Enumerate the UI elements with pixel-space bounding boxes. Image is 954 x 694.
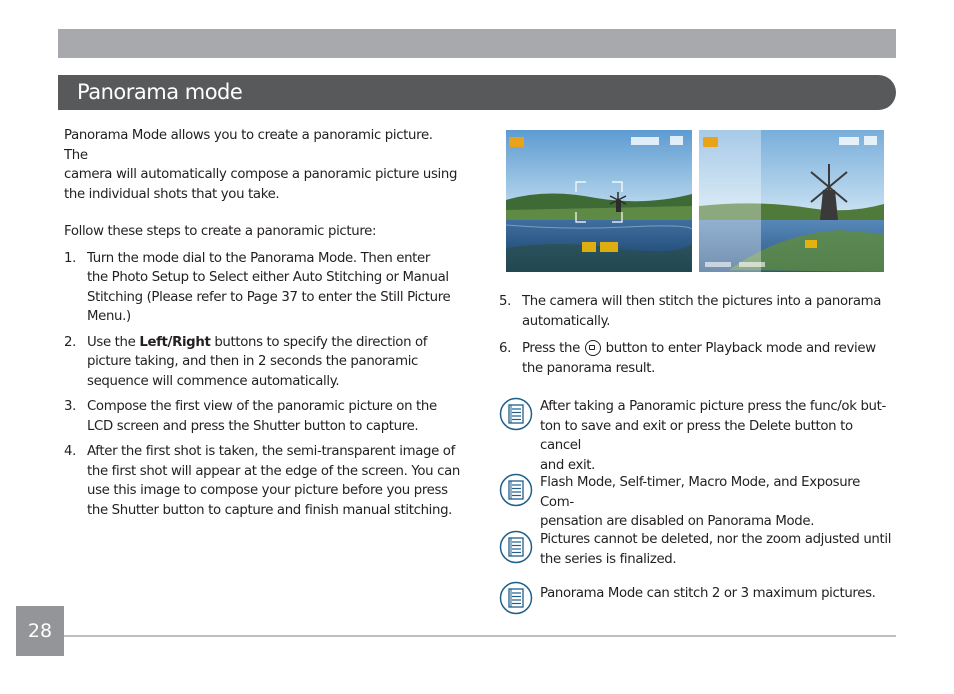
note-delete-zoom bbox=[499, 530, 895, 569]
note-icon bbox=[499, 473, 533, 507]
playback-button-icon bbox=[585, 340, 601, 356]
step-item: 5. The camera will then stitch the pictures into a panorama automatically. bbox=[499, 294, 882, 329]
page-number: 28 bbox=[16, 606, 64, 656]
note-save-exit bbox=[499, 397, 895, 475]
header-band bbox=[58, 29, 896, 58]
lcd-second-shot-illustration bbox=[699, 130, 884, 272]
note-max-pictures bbox=[499, 584, 895, 604]
footer-rule bbox=[64, 635, 896, 637]
right-steps bbox=[499, 292, 894, 378]
left-column bbox=[64, 126, 460, 520]
note-text: Panorama Mode can stitch 2 or 3 maximum pictures. bbox=[540, 586, 876, 601]
note-text: After taking a Panoramic picture press the func/ok but- ton to save and exit or press the Delete button to cancel and exit. bbox=[540, 399, 886, 473]
intro-paragraph: Panorama Mode allows you to create a panoramic picture. The camera will automatically compose a panoramic picture using the individual shots that you take. bbox=[64, 128, 458, 202]
step-item: 1. Turn the mode dial to the Panorama Mode. Then enter the Photo Setup to Select either Auto Stitching or Manual Stitching (Please refer to Page 37 to enter the Still Picture Menu.) bbox=[64, 250, 451, 324]
note-text: Pictures cannot be deleted, nor the zoom adjusted until the series is finalized. bbox=[540, 532, 892, 567]
note-disabled-modes bbox=[499, 473, 895, 532]
note-icon bbox=[499, 530, 533, 564]
note-text: Flash Mode, Self-timer, Macro Mode, and Exposure Com- pensation are disabled on Panorama Mode. bbox=[540, 475, 860, 529]
step-item: 6. Press the button to enter Playback mode and review the panorama result. bbox=[499, 341, 876, 376]
lcd-second-shot-photo bbox=[699, 130, 884, 272]
follow-text: Follow these steps to create a panoramic picture: bbox=[64, 224, 377, 239]
note-icon bbox=[499, 581, 533, 615]
page-title: Panorama mode bbox=[77, 80, 243, 104]
step-item: 2. Use the Left/Right buttons to specify the direction of picture taking, and then in 2 seconds the panoramic sequence will commence automatically. bbox=[64, 334, 428, 389]
step-item: 3. Compose the first view of the panoramic picture on the LCD screen and press the Shutter button to capture. bbox=[64, 399, 437, 434]
left-right-label: Left/Right bbox=[139, 334, 211, 350]
lcd-first-shot-photo bbox=[506, 130, 692, 272]
note-icon bbox=[499, 397, 533, 431]
section-title-bar bbox=[58, 75, 896, 110]
lcd-first-shot-illustration bbox=[506, 130, 692, 272]
step-item: 4. After the first shot is taken, the semi-transparent image of the first shot will appear at the edge of the screen. You can use this image to compose your picture before you press the Shutter button to capture and finish manual stitching. bbox=[64, 444, 460, 518]
steps-list bbox=[64, 249, 460, 521]
steps-list-continued bbox=[499, 292, 894, 378]
